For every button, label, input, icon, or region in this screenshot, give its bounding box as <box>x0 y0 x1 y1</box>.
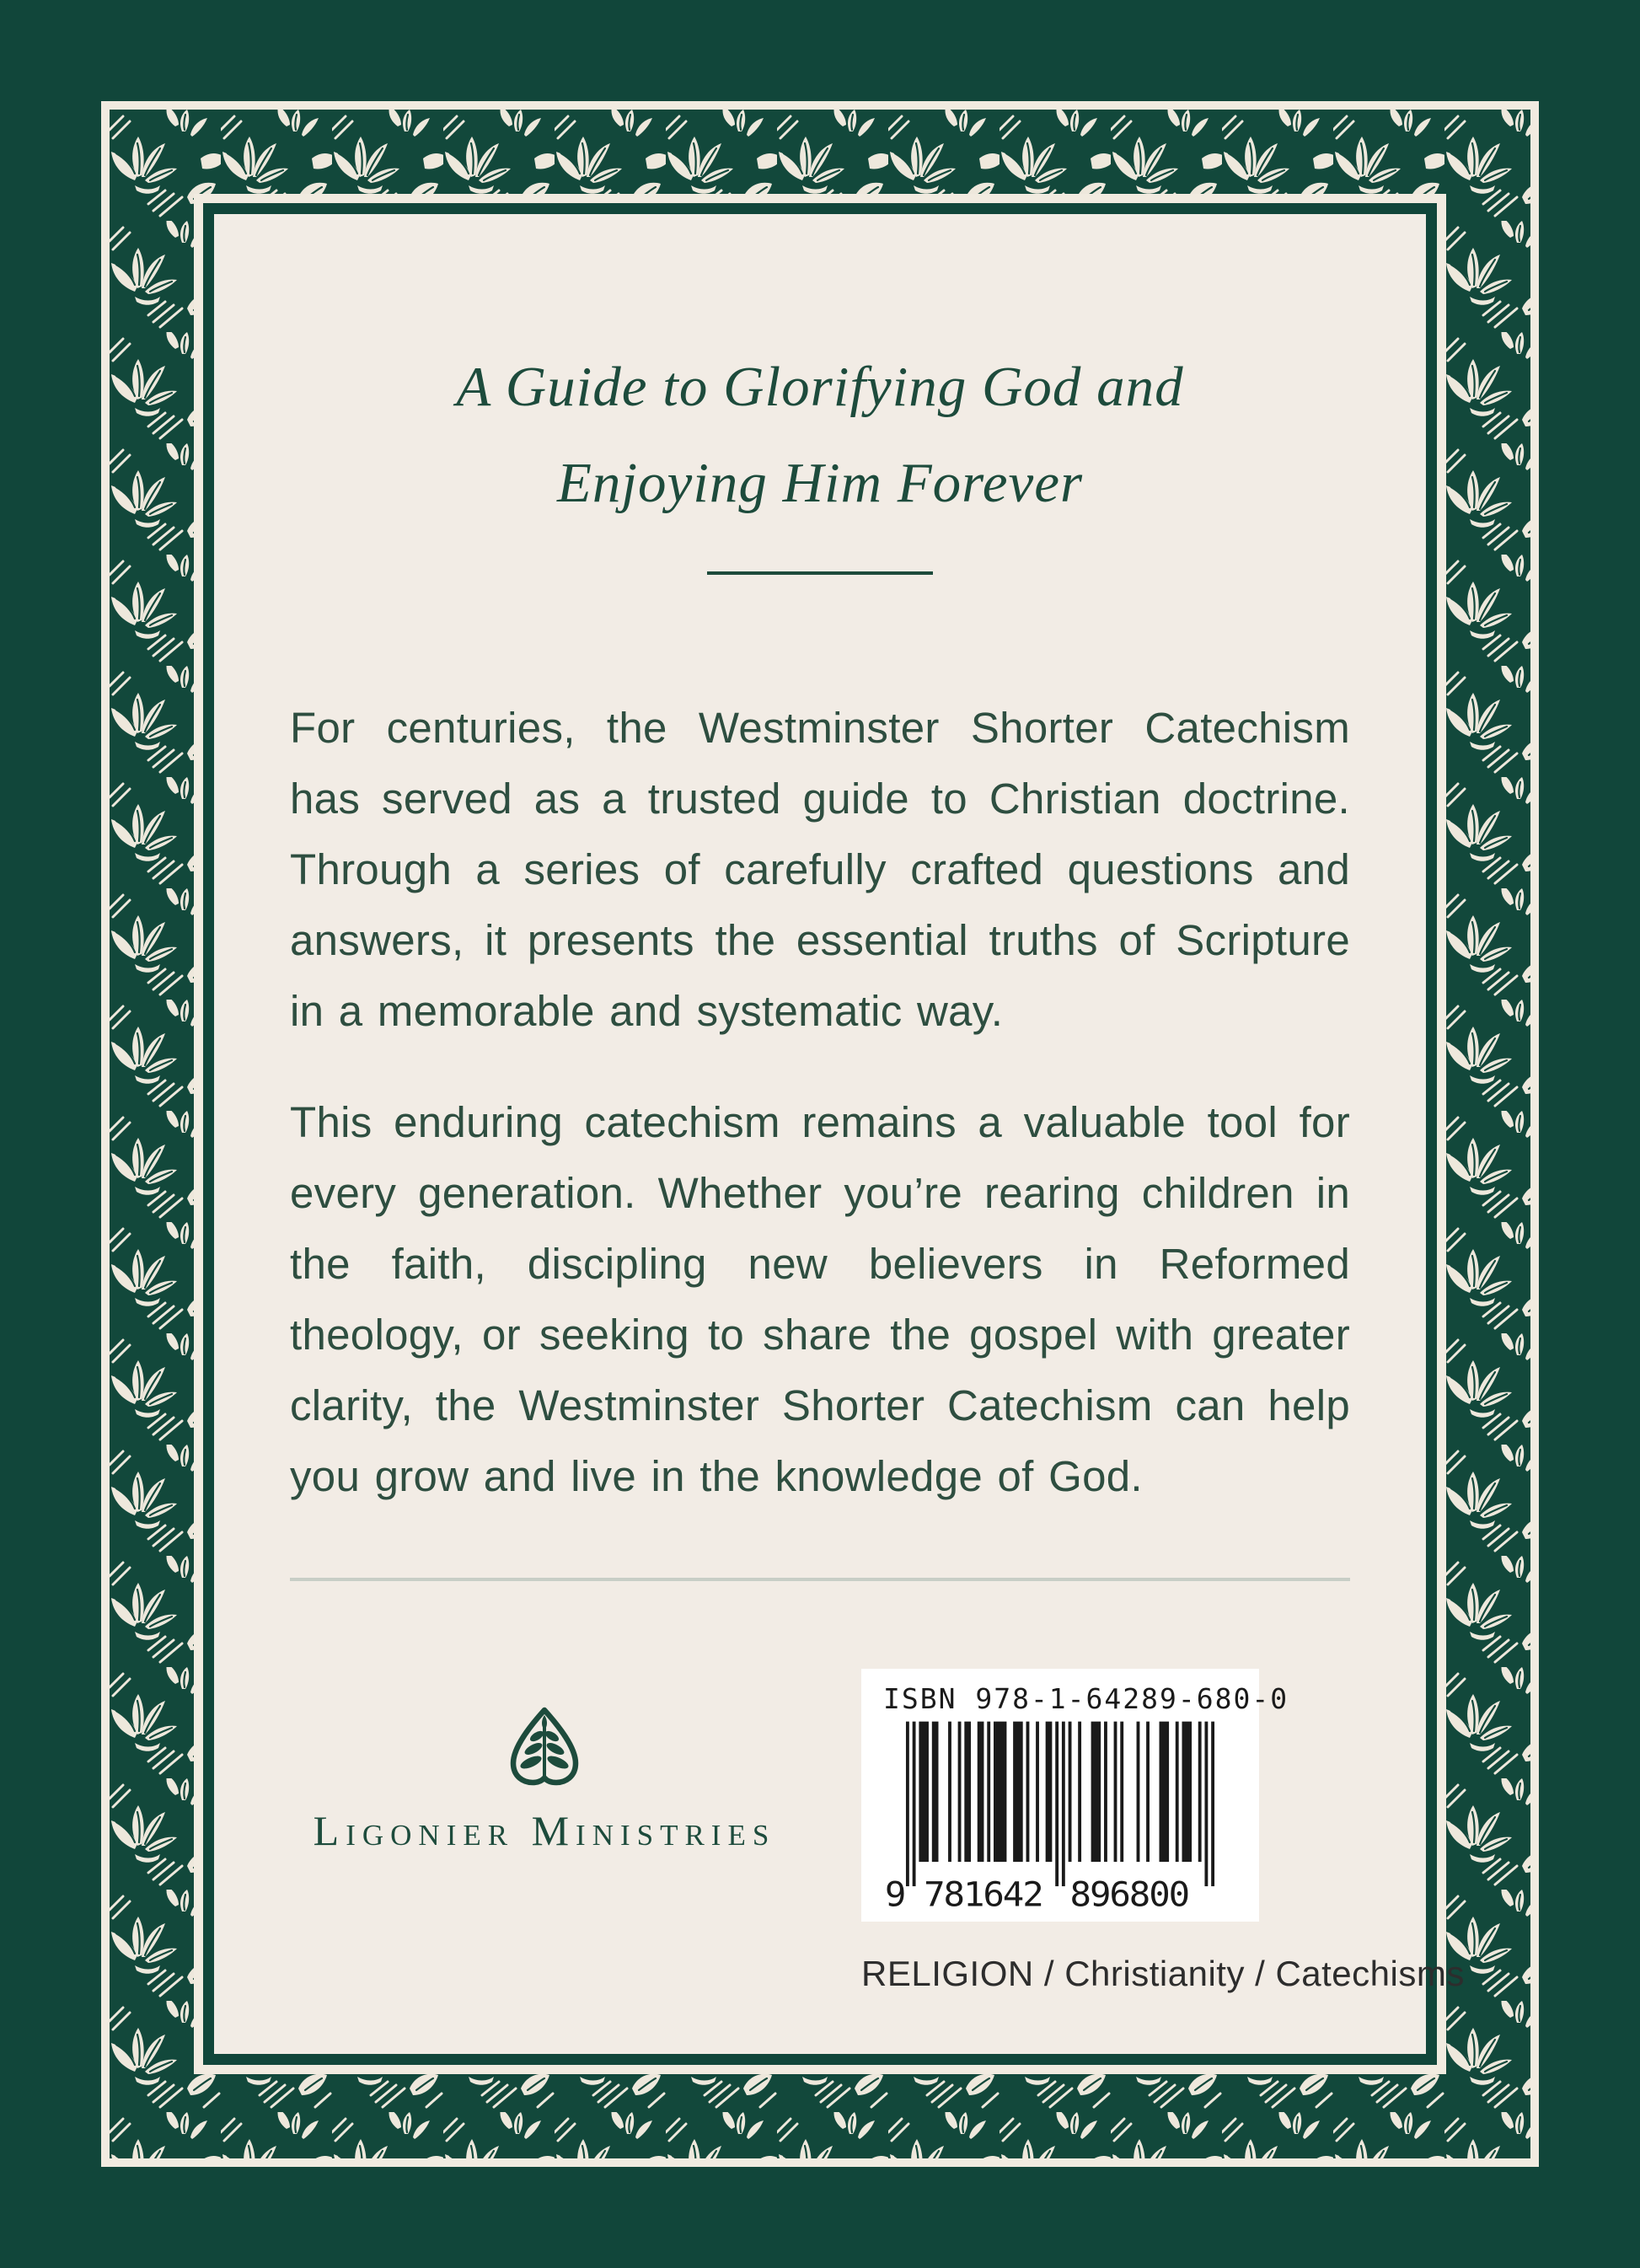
copy-paragraph-1: For centuries, the Westminster Shorter Catechism has served as a trusted guide to Christian doctrine. Through a series of carefully crafted questions and answers, it presents the essential truths of Scripture in a memorable and systematic way. <box>290 704 1350 1035</box>
publisher-wordmark: Ligonier Ministries <box>313 1807 776 1854</box>
ean-first-digit: 9 <box>884 1874 907 1911</box>
ean13-barcode <box>883 1718 1237 1911</box>
title-divider-rule <box>707 571 933 575</box>
barcode-block <box>861 1669 1465 1994</box>
bisac-category: RELIGION / Christianity / Catechisms <box>861 1954 1465 1993</box>
floral-border-frame <box>101 101 1539 2167</box>
tagline-title <box>214 214 1426 531</box>
barcode-bars <box>906 1722 1214 1886</box>
publisher-logo-block <box>308 1669 780 1855</box>
content-panel <box>203 203 1465 2065</box>
back-cover-copy <box>214 693 1426 1512</box>
footer-divider-rule <box>290 1578 1350 1581</box>
copy-paragraph-2: This enduring catechism remains a valuable tool for every generation. Whether you’re rearing children in the faith, discipling new believers in Reformed theology, or seeking to share the gospel with greater clarity, the Westminster Shorter Catechism can help you grow and live in the knowledge of God. <box>290 1098 1350 1500</box>
tagline-line-1: A Guide to Glorifying God and <box>456 356 1184 418</box>
ean-left-digits: 781642 <box>924 1874 1044 1911</box>
ligonier-tree-icon <box>501 1706 588 1790</box>
inner-frame-gap <box>194 194 1465 2074</box>
ean-right-digits: 896800 <box>1069 1874 1191 1911</box>
footer-row <box>214 1669 1465 1994</box>
barcode-box <box>861 1669 1289 1922</box>
isbn-label: ISBN 978-1-64289-680-0 <box>883 1682 1289 1715</box>
tagline-line-2: Enjoying Him Forever <box>556 452 1084 514</box>
